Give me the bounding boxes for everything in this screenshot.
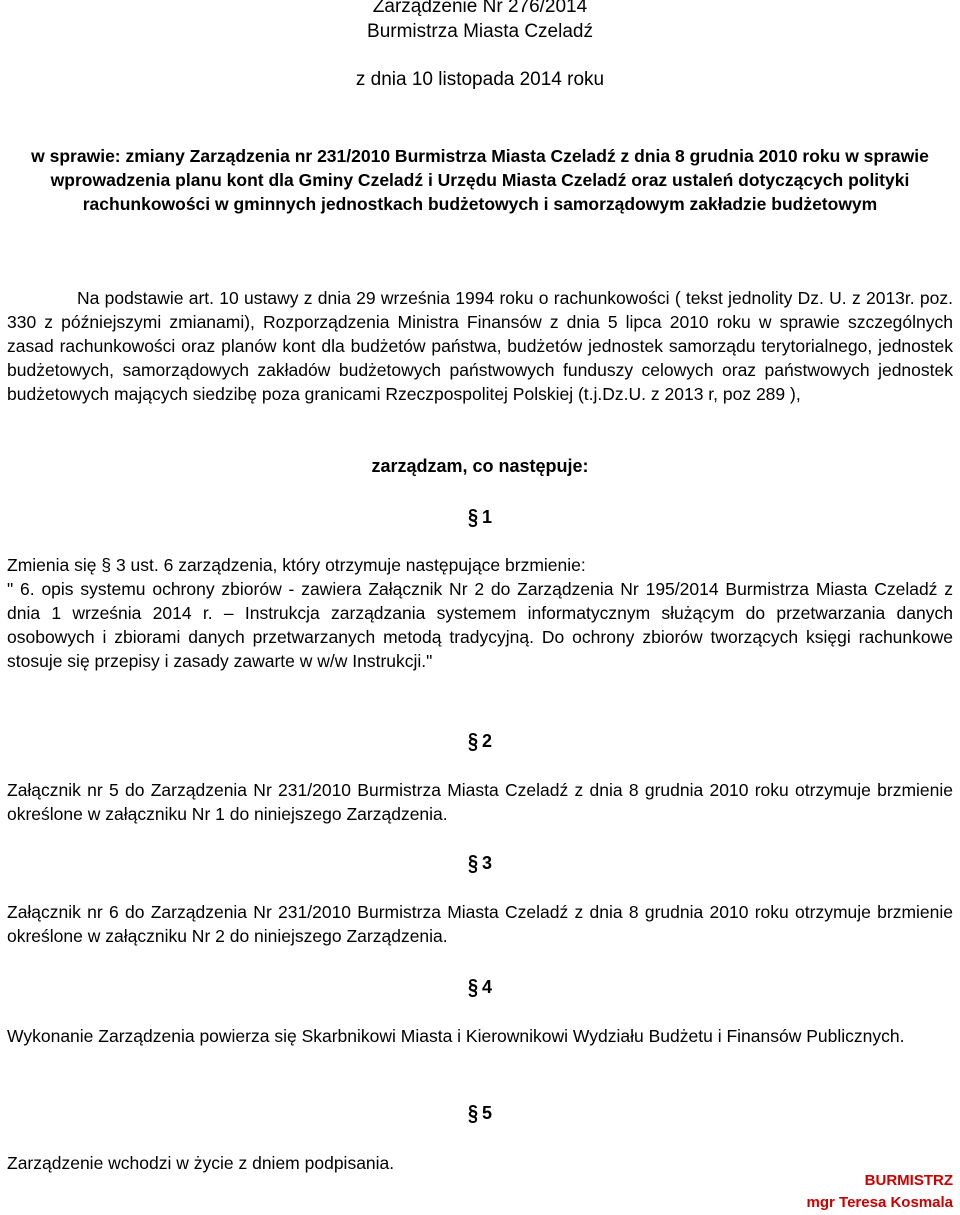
title-line-1: Zarządzenie Nr 276/2014 xyxy=(372,0,588,17)
section-sign: § xyxy=(467,1100,478,1126)
legal-basis xyxy=(7,286,953,406)
section-1-body xyxy=(7,553,953,673)
section-3-heading xyxy=(0,850,960,876)
section-2-heading xyxy=(0,728,960,754)
intro-text: Zmienia się xyxy=(7,555,102,575)
section-number: 1 xyxy=(482,507,493,527)
section-4-heading xyxy=(0,974,960,1000)
section-3-text: Załącznik nr 6 do Zarządzenia Nr 231/2010 Burmistrza Miasta Czeladź z dnia 8 grudnia 2010 roku otrzymuje brzmienie określone w załączniku Nr 2 do niniejszego Zarządzenia. xyxy=(7,902,953,946)
decree-phrase: zarządzam, co następuje: xyxy=(371,456,589,476)
signature-block xyxy=(807,1170,953,1214)
section-number: 4 xyxy=(482,977,493,997)
title-line-2: Burmistrza Miasta Czeladź xyxy=(367,21,593,42)
section-5-heading xyxy=(0,1100,960,1126)
legal-basis-text: Na podstawie art. 10 ustawy z dnia 29 września 1994 roku o rachunkowości ( tekst jednolity Dz. U. z 2013r. poz. 330 z późniejszymi zmianami), Rozporządzenia Ministra Finansów z dnia 5 lipca 2010 roku w sprawie szczególnych zasad rachunkowości oraz planów kont dla budżetów państwa, budżetów jednostek samorządu terytorialnego, jednostek budżetowych, samorządowych zakładów budżetowych państwowych funduszy celowych oraz państwowych jednostek budżetowych mających siedzibę poza granicami Rzeczpospolitej Polskiej (t.j.Dz.U. z 2013 r, poz 289 ), xyxy=(7,288,953,404)
section-number: 3 xyxy=(482,853,493,873)
section-5-text: Zarządzenie wchodzi w życie z dniem podpisania. xyxy=(7,1153,395,1173)
section-sign: § xyxy=(467,850,478,876)
section-1-intro xyxy=(7,553,953,577)
section-sign: § xyxy=(101,555,112,575)
section-number: 5 xyxy=(482,1103,493,1123)
section-sign: § xyxy=(467,504,478,530)
section-1-text: " 6. opis systemu ochrony zbiorów - zawiera Załącznik Nr 2 do Zarządzenia Nr 195/2014 Burmistrza Miasta Czeladź z dnia 1 września 2014 r. – Instrukcja zarządzania systemem informatycznym służącym do przetwarzania danych osobowych i zbiorami danych przetwarzanych metodą tradycyjną. Do ochrony zbiorów tworzących księgi rachunkowe stosuje się przepisy i zasady zawarte w w/w Instrukcji." xyxy=(7,579,953,671)
signature-name: mgr Teresa Kosmala xyxy=(806,1194,953,1211)
document-title xyxy=(0,0,960,44)
intro-text: 3 ust. 6 zarządzenia, który otrzymuje następujące brzmienie: xyxy=(111,555,586,575)
document-date: z dnia 10 listopada 2014 roku xyxy=(355,69,605,90)
section-2-text: Załącznik nr 5 do Zarządzenia Nr 231/2010 Burmistrza Miasta Czeladź z dnia 8 grudnia 2010 roku otrzymuje brzmienie określone w załączniku Nr 1 do niniejszego Zarządzenia. xyxy=(7,780,953,824)
signature-role: BURMISTRZ xyxy=(864,1172,953,1189)
section-sign: § xyxy=(467,974,478,1000)
section-1-heading xyxy=(0,504,960,530)
section-4-text: Wykonanie Zarządzenia powierza się Skarbnikowi Miasta i Kierownikowi Wydziału Budżetu i Finansów Publicznych. xyxy=(7,1026,905,1046)
section-number: 2 xyxy=(482,731,493,751)
section-sign: § xyxy=(467,728,478,754)
document-subject: w sprawie: zmiany Zarządzenia nr 231/2010 Burmistrza Miasta Czeladź z dnia 8 grudnia 2010 roku w sprawie wprowadzenia planu kont dla Gminy Czeladź i Urzędu Miasta Czeladź oraz ustaleń dotyczących polityki rachunkowości w gminnych jednostkach budżetowych i samorządowym zakładzie budżetowym xyxy=(31,146,929,214)
